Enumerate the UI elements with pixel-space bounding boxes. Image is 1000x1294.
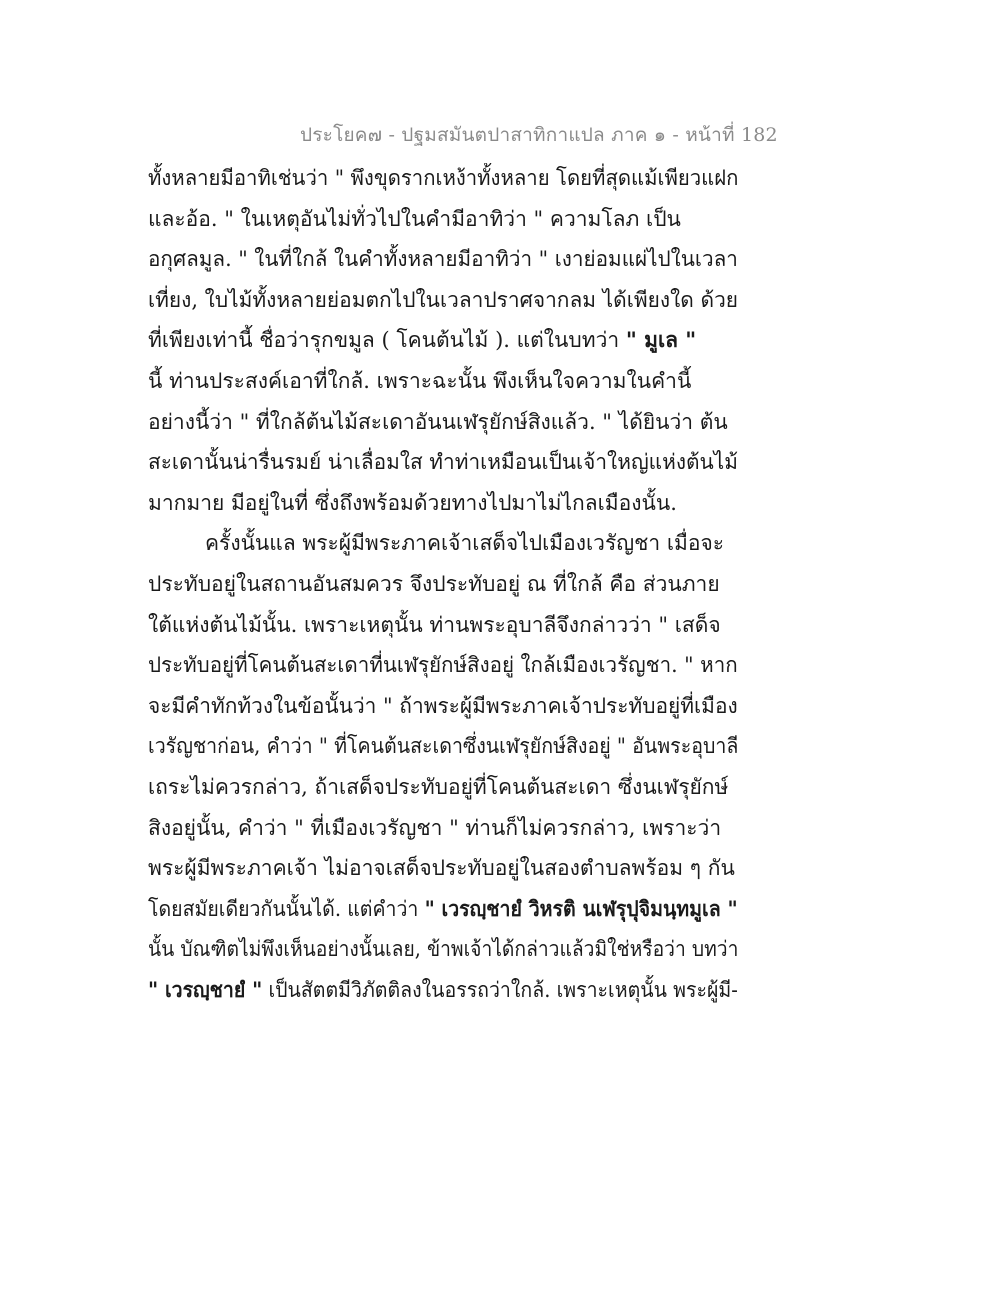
text-segment: สะเดานั้นน่ารื่นรมย์ น่าเลื่อมใส ทำท่าเหมือนเป็นเจ้าใหญ่แห่งต้นไม้ (148, 450, 738, 475)
text-line (148, 564, 738, 605)
text-line (148, 848, 738, 889)
bold-term: " เวรญฺชายํ วิหรติ นเฬรุปุจิมนฺทมูเล " (424, 895, 738, 921)
text-line (148, 889, 738, 930)
text-line (148, 605, 738, 646)
bold-term: " เวรญฺชายํ " (148, 976, 263, 1002)
text-line (148, 442, 738, 483)
text-line (148, 158, 739, 199)
text-segment: ใต้แห่งต้นไม้นั้น. เพราะเหตุนั้น ท่านพระอุบาลีจึงกล่าวว่า " เสด็จ (148, 612, 721, 637)
text-line (148, 320, 738, 361)
bold-term: " มูเล " (625, 327, 697, 353)
text-line (148, 645, 738, 686)
text-segment: นี้ ท่านประสงค์เอาที่ใกล้. เพราะฉะนั้น พึงเห็นใจความในคำนี้ (148, 368, 692, 393)
page-header: ประโยค๗ - ปฐมสมันตปาสาทิกาแปล ภาค ๑ - หน้าที่ 182 (300, 124, 778, 146)
text-segment: เถระไม่ควรกล่าว, ถ้าเสด็จประทับอยู่ที่โคนต้นสะเดา ซึ่งนเฬรุยักษ์ (148, 774, 729, 799)
text-segment: ทั้งหลายมีอาทิเช่นว่า " พึงขุดรากเหง้าทั้งหลาย โดยที่สุดแม้เพียวแฝก (148, 166, 739, 190)
text-segment: จะมีคำทักท้วงในข้อนั้นว่า " ถ้าพระผู้มีพระภาคเจ้าประทับอยู่ที่เมือง (148, 693, 738, 718)
text-segment: ประทับอยู่ในสถานอันสมควร จึงประทับอยู่ ณ ที่ใกล้ คือ ส่วนภาย (148, 571, 720, 596)
text-line (148, 686, 738, 727)
text-segment: มากมาย มีอยู่ในที่ ซึ่งถึงพร้อมด้วยทางไปมาไม่ไกลเมืองนั้น. (148, 490, 677, 515)
text-segment: พระผู้มีพระภาคเจ้า ไม่อาจเสด็จประทับอยู่ในสองตำบลพร้อม ๆ กัน (148, 856, 735, 881)
text-segment: โดยสมัยเดียวกันนั้นได้. แต่คำว่า (148, 896, 425, 921)
text-segment: นั้น บัณฑิตไม่พึงเห็นอย่างนั้นเลย, ข้าพเจ้าได้กล่าวแล้วมิใช่หรือว่า บทว่า (148, 937, 739, 962)
text-line (148, 808, 738, 849)
text-line (148, 280, 739, 321)
text-segment: ครั้งนั้นแล พระผู้มีพระภาคเจ้าเสด็จไปเมืองเวรัญชา เมื่อจะ (205, 531, 725, 556)
text-segment: อกุศลมูล. " ในที่ใกล้ ในคำทั้งหลายมีอาทิว่า " เงาย่อมแผ่ไปในเวลา (148, 247, 738, 272)
text-segment: เที่ยง, ใบไม้ทั้งหลายย่อมตกไปในเวลาปราศจากลม ได้เพียงใด ด้วย (148, 287, 739, 312)
text-segment: ประทับอยู่ที่โคนต้นสะเดาที่นเฬรุยักษ์สิงอยู่ ใกล้เมืองเวรัญชา. " หาก (148, 653, 738, 678)
text-line (148, 929, 739, 970)
text-line (148, 523, 738, 564)
body-text (148, 158, 738, 1010)
text-segment: อย่างนี้ว่า " ที่ใกล้ต้นไม้สะเดาอันนเฬรุยักษ์สิงแล้ว. " ได้ยินว่า ต้น (148, 409, 728, 434)
text-segment: เวรัญชาก่อน, คำว่า " ที่โคนต้นสะเดาซึ่งนเฬรุยักษ์สิงอยู่ " อันพระอุบาลี (148, 734, 739, 759)
text-segment: สิงอยู่นั้น, คำว่า " ที่เมืองเวรัญชา " ท่านก็ไม่ควรกล่าว, เพราะว่า (148, 815, 722, 840)
text-segment: ที่เพียงเท่านี้ ชื่อว่ารุกขมูล ( โคนต้นไม้ ). แต่ในบทว่า (148, 328, 626, 353)
text-line (148, 726, 739, 767)
text-line (148, 199, 738, 240)
text-line (148, 767, 738, 808)
text-line (148, 483, 738, 524)
text-line (148, 970, 738, 1011)
text-line (148, 402, 738, 443)
text-segment: เป็นสัตตมีวิภัตติลงในอรรถว่าใกล้. เพราะเหตุนั้น พระผู้มี- (262, 977, 738, 1002)
text-segment: และอ้อ. " ในเหตุอันไม่ทั่วไปในคำมีอาทิว่า " ความโลภ เป็น (148, 206, 681, 231)
text-line (148, 239, 738, 280)
text-line (148, 361, 738, 402)
